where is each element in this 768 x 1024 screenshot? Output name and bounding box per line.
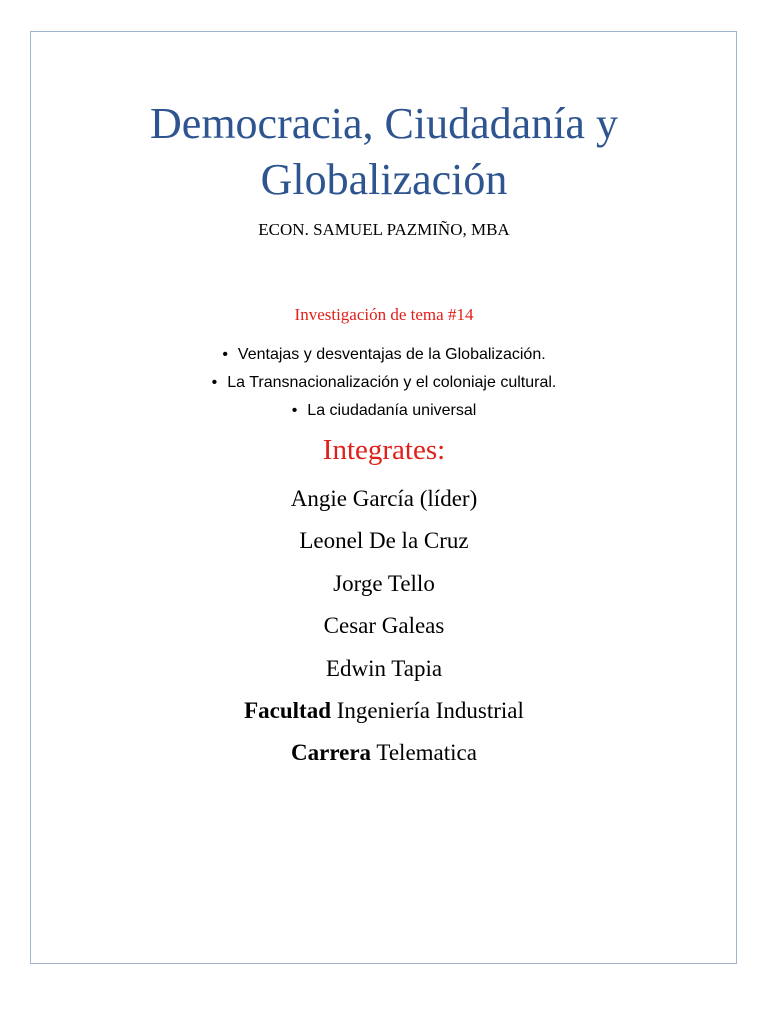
faculty-value: Ingeniería Industrial bbox=[336, 698, 524, 723]
topic-item bbox=[0, 341, 768, 369]
academic-info bbox=[0, 690, 768, 775]
author-name: ECON. SAMUEL PAZMIÑO, MBA bbox=[258, 220, 510, 239]
member-name: Jorge Tello bbox=[333, 570, 435, 596]
members-heading: Integrates: bbox=[322, 434, 446, 466]
faculty-line bbox=[0, 690, 768, 732]
members-list bbox=[0, 478, 768, 690]
member-name: Edwin Tapia bbox=[325, 655, 443, 681]
topics-list bbox=[0, 341, 768, 425]
title-line-2: Globalización bbox=[260, 155, 508, 204]
topic-text: La Transnacionalización y el coloniaje cultural. bbox=[227, 374, 557, 391]
topic-item bbox=[0, 397, 768, 425]
research-subject: Investigación de tema #14 bbox=[294, 305, 474, 324]
document-title bbox=[0, 96, 768, 208]
bullet-icon: • bbox=[211, 374, 218, 391]
bullet-icon: • bbox=[291, 402, 298, 419]
career-label: Carrera bbox=[291, 740, 372, 766]
topic-text: Ventajas y desventajas de la Globalización. bbox=[237, 346, 546, 363]
member-name: Angie García (líder) bbox=[290, 486, 478, 511]
topic-text: La ciudadanía universal bbox=[307, 402, 477, 419]
career-line bbox=[0, 732, 768, 774]
topic-item bbox=[0, 369, 768, 397]
career-value: Telematica bbox=[376, 740, 477, 766]
bullet-icon: • bbox=[222, 346, 228, 363]
member-name: Cesar Galeas bbox=[323, 613, 445, 639]
faculty-label: Facultad bbox=[244, 698, 331, 723]
title-line-1: Democracia, Ciudadanía y bbox=[150, 99, 618, 148]
member-name: Leonel De la Cruz bbox=[299, 528, 469, 554]
